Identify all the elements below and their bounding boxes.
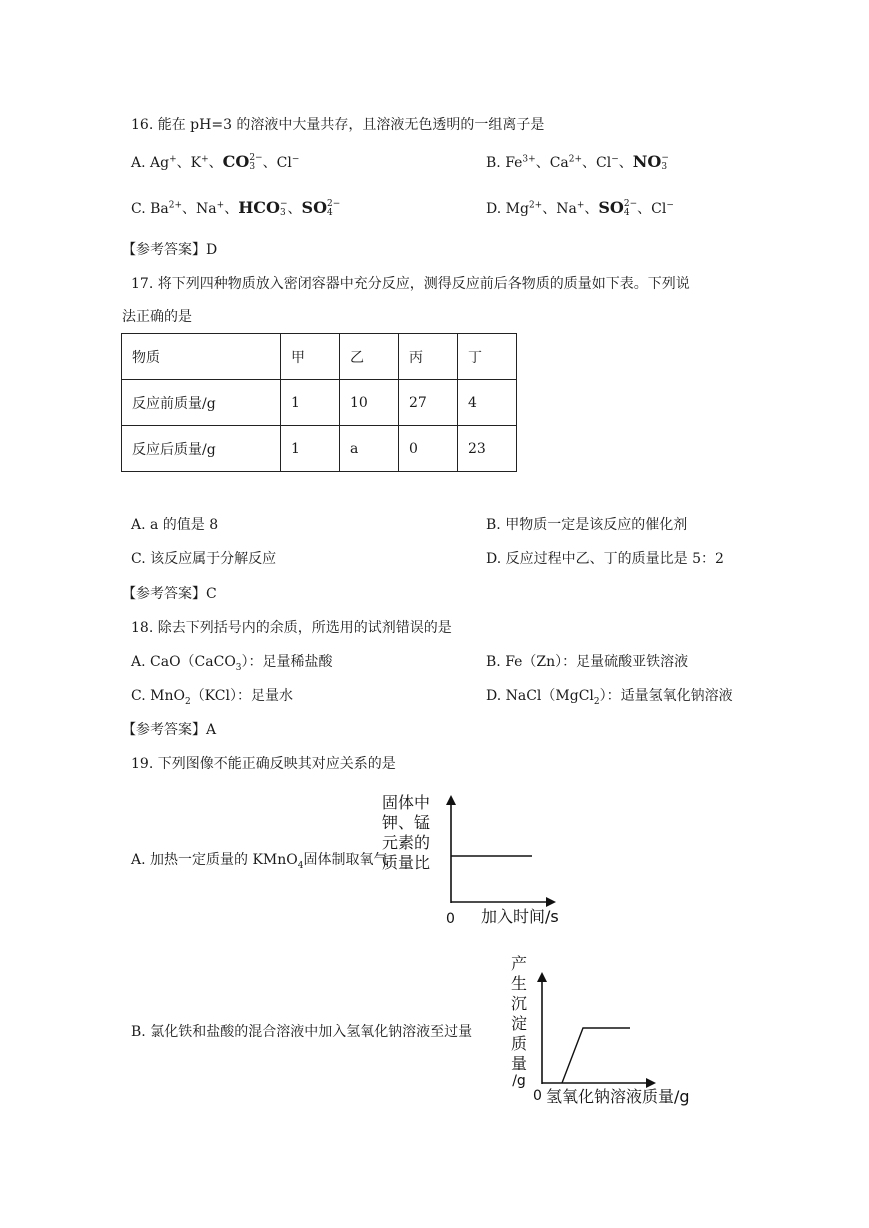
graph-a-xlabel: 加入时间/s — [481, 907, 559, 926]
q17-option-b: B. 甲物质一定是该反应的催化剂 — [486, 517, 688, 533]
table-header-row — [122, 334, 517, 380]
graph-a-ylabel-3: 元素的 — [382, 833, 431, 852]
graph-b-axes — [530, 972, 660, 1092]
q17-option-d: D. 反应过程中乙、丁的质量比是 5：2 — [486, 551, 724, 567]
graph-b-ylabel-6: 量 — [510, 1054, 527, 1073]
q18-option-a: A. CaO（CaCO$_3$）：足量稀盐酸 — [131, 654, 333, 673]
table-cell: a — [340, 426, 399, 472]
graph-b-ylabel-5: 质 — [510, 1034, 527, 1053]
q17-option-c: C. 该反应属于分解反应 — [131, 551, 277, 567]
graph-b-data-line — [562, 1028, 630, 1083]
graph-b-ylabel-2: 生 — [510, 974, 527, 993]
graph-a-x-arrow — [546, 897, 556, 907]
q16-stem: 16. 能在 pH=3 的溶液中大量共存，且溶液无色透明的一组离子是 — [131, 117, 545, 133]
graph-b-ylabel-7: /g — [512, 1073, 526, 1089]
table-cell: 乙 — [340, 334, 399, 380]
graph-b-xlabel: 氢氧化钠溶液质量/g — [546, 1087, 690, 1106]
graph-a-ylabel-4: 质量比 — [382, 853, 431, 872]
q17-stem-line1: 17. 将下列四种物质放入密闭容器中充分反应，测得反应前后各物质的质量如下表。下列说 — [131, 276, 690, 292]
table-row — [122, 426, 517, 472]
table-cell: 4 — [458, 380, 517, 426]
q16-option-b: B. $Fe^{3+}$、$Ca^{2+}$、Cl−、NO − 3 — [486, 152, 669, 172]
graph-b-y-arrow — [537, 972, 547, 982]
table-row — [122, 380, 517, 426]
table-cell: 23 — [458, 426, 517, 472]
q16-option-a: A. Ag+、K+、CO 2− 3 、Cl− — [131, 152, 300, 172]
table-cell: 丙 — [399, 334, 458, 380]
q17-mass-table — [121, 333, 517, 472]
table-cell: 27 — [399, 380, 458, 426]
q18-answer: 【参考答案】A — [122, 722, 217, 738]
q19-stem: 19. 下列图像不能正确反映其对应关系的是 — [131, 756, 396, 772]
q18-option-c: C. MnO$_2$（KCl）：足量水 — [131, 688, 293, 707]
q16-option-c: C. $Ba^{2+}$、Na+、HCO − 3 、SO 2− 4 — [131, 198, 341, 218]
table-cell: 0 — [399, 426, 458, 472]
graph-a-origin: 0 — [446, 911, 455, 927]
table-cell: 1 — [281, 426, 340, 472]
q17-stem-line2: 法正确的是 — [122, 309, 192, 325]
q17-option-a: A. a 的值是 8 — [131, 517, 219, 533]
q19-option-b: B. 氯化铁和盐酸的混合溶液中加入氢氧化钠溶液至过量 — [131, 1024, 473, 1040]
graph-a-ylabel-2: 钾、锰 — [382, 813, 431, 832]
graph-a-axes — [440, 795, 560, 910]
q18-option-d: D. NaCl（MgCl$_2$）：适量氢氧化钠溶液 — [486, 688, 733, 707]
q18-stem: 18. 除去下列括号内的余质，所选用的试剂错误的是 — [131, 620, 452, 636]
q16-answer: 【参考答案】D — [122, 242, 218, 258]
table-cell: 反应后质量/g — [122, 426, 281, 472]
graph-b-origin: 0 — [533, 1088, 542, 1104]
graph-b-ylabel-4: 淀 — [510, 1014, 527, 1033]
q19-option-a: A. 加热一定质量的 KMnO$_4$固体制取氧气 — [131, 852, 388, 871]
graph-b-ylabel-3: 沉 — [510, 994, 527, 1013]
graph-a-ylabel-1: 固体中 — [382, 793, 431, 812]
table-cell: 1 — [281, 380, 340, 426]
graph-a-y-arrow — [446, 795, 456, 805]
table-cell: 10 — [340, 380, 399, 426]
q18-option-b: B. Fe（Zn）：足量硫酸亚铁溶液 — [486, 654, 689, 670]
table-cell: 反应前质量/g — [122, 380, 281, 426]
graph-b-ylabel-1: 产 — [510, 954, 527, 973]
q17-answer: 【参考答案】C — [122, 586, 217, 602]
q16-option-d: D. $Mg^{2+}$、Na+、SO 2− 4 、Cl− — [486, 198, 674, 218]
table-cell: 物质 — [122, 334, 281, 380]
table-cell: 丁 — [458, 334, 517, 380]
table-cell: 甲 — [281, 334, 340, 380]
